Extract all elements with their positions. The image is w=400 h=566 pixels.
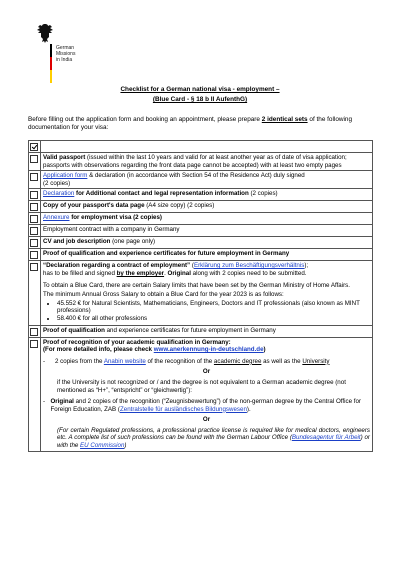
anerkennung-link[interactable]: www.anerkennung-in-deutschland.de <box>153 346 264 354</box>
checkbox[interactable] <box>30 215 38 223</box>
checkbox[interactable] <box>30 203 38 211</box>
federal-eagle-icon <box>36 22 54 44</box>
bundesagentur-link[interactable]: Bundesagentur für Arbeit <box>291 434 361 442</box>
checklist-item-application-form: Application form & declaration (in accordance with Section 54 of the Residence Act) duly signed (2 copies) <box>29 171 373 189</box>
checkbox[interactable] <box>30 227 38 235</box>
checklist-item-annexure: Annexure for employment visa (2 copies) <box>29 213 373 225</box>
salary-list <box>43 300 370 323</box>
checklist-item-contract: Employment contract with a company in Germany <box>29 225 373 237</box>
erklaerung-link[interactable]: Erklärung zum Beschäftigungsverhältnis <box>193 262 305 270</box>
checklist-item-recognition: Proof of recognition of your academic qualification in Germany: (For more detailed info, please check www.anerkennung-in-deutschland.de) - 2 copies from the Anabin website of the recognition of the academic degree as well as the University Or if the University is not recognized or / and the degree is not equivalent to a German academic degree (not mentioned as “H+”, “entspricht” or “gleichwertig”): - Original and 2 copies of the recognition (“Zeugnisbewertung”) of the non-german degree by the Central Office for Foreign Education, ZAB (Zentralstelle für ausländisches Bildungswesen). Or (For certain Regulated professions, a professional practice license is required like for medical doctors, engineers etc. A complete list of such professions can be found with the German Labour Office (Bundesagentur für Arbeit) or with the EU Commission) <box>29 337 373 451</box>
anabin-link[interactable]: Anabin website <box>103 357 146 365</box>
checklist-item-passport: Valid passport (issued within the last 10 years and valid for at least another year as of date of visa application; passports with observations regarding the front data page cannot be accepted) with at least two empty pages <box>29 153 373 171</box>
salary-item: • 45.552 € for Natural Scientists, Mathematicians, Engineers, Doctors and IT professionals (also known as MINT professions) <box>57 300 370 315</box>
title-line-1: Checklist for a German national visa - employment – <box>120 86 280 93</box>
intro-text: Before filling out the application form and booking an appointment, please prepare 2 identical sets of the following documentation for your visa: <box>28 116 353 131</box>
checkbox[interactable] <box>30 328 38 336</box>
checkbox[interactable] <box>30 155 38 163</box>
checkbox[interactable] <box>30 251 38 259</box>
regulated-professions-note: (For certain Regulated professions, a professional practice license is required like for medical doctors, engineers etc. A complete list of such professions can be found with the German Labour Office (Bundesagentur für Arbeit) or with the EU Commission) <box>57 426 370 450</box>
declaration-link[interactable]: Declaration <box>43 190 75 198</box>
checklist-item-declaration: Declaration for Additional contact and legal representation information (2 copies) <box>29 189 373 201</box>
checkbox[interactable] <box>30 191 38 199</box>
title-line-2: (Blue Card - § 18 b II AufenthG) <box>152 96 248 103</box>
german-flag-bar <box>50 44 52 84</box>
zab-link[interactable]: Zentralstelle für ausländisches Bildungswesen <box>119 405 247 413</box>
application-form-link[interactable]: Application form <box>43 172 88 180</box>
checklist-item-cv: CV and job description (one page only) <box>29 237 373 249</box>
checklist-table <box>28 140 373 452</box>
checkbox[interactable] <box>30 173 38 181</box>
annexure-link[interactable]: Annexure <box>43 214 70 222</box>
checkbox[interactable] <box>30 263 38 271</box>
checkbox-checked-icon[interactable] <box>30 143 38 151</box>
checklist-item-proof-future-2: Proof of qualification and experience certificates for future employment in Germany <box>29 325 373 337</box>
checkbox[interactable] <box>30 239 38 247</box>
salary-item: • 58.400 € for all other professions <box>57 315 370 323</box>
header-row <box>29 141 373 153</box>
checklist-item-declaration-contract: “Declaration regarding a contract of employment” (Erklärung zum Beschäftigungsverhältnis); has to be filled and signed by the employer. Original along with 2 copies need to be submitted. To obtain a Blue Card, there are certain Salary limits that have been set by the German Ministry of Home Affairs. The minimum Annual Gross Salary to obtain a Blue Card for the year 2023 is as follows: • 45.552 € for Natural Scientists, Mathematicians, Engineers, Doctors and IT professionals (also known as MINT professions) • 58.400 € for all other professions <box>29 261 373 325</box>
organization-name: German Missions in India <box>56 45 76 63</box>
checklist-item-proof-future: Proof of qualification and experience certificates for future employment in Germany <box>29 249 373 261</box>
eu-commission-link[interactable]: EU Commission <box>80 442 125 450</box>
checkbox[interactable] <box>30 340 38 348</box>
checklist-item-data-page: Copy of your passport's data page (A4 size copy) (2 copies) <box>29 201 373 213</box>
